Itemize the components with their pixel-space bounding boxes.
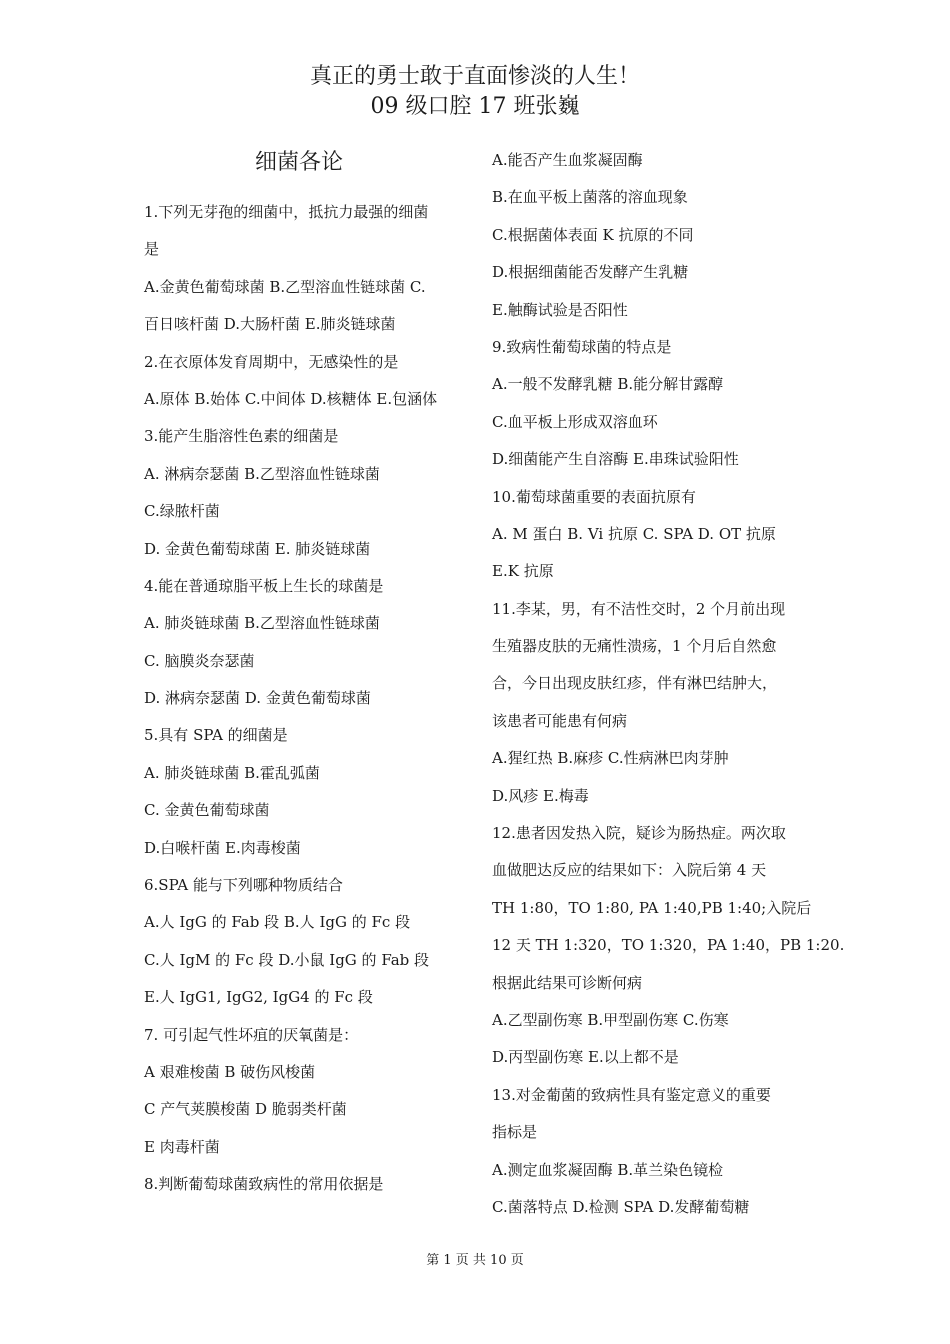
text-line: C 产气荚膜梭菌 D 脆弱类杆菌 — [144, 1100, 347, 1119]
text-line: 该患者可能患有何病 — [492, 711, 628, 730]
text-line: 6.SPA 能与下列哪种物质结合 — [144, 876, 343, 895]
text-line: 5.具有 SPA 的细菌是 — [144, 726, 288, 745]
text-line: C.血平板上形成双溶血环 — [492, 412, 658, 431]
text-line: 指标是 — [492, 1123, 538, 1142]
text-line: A. 淋病奈瑟菌 B.乙型溶血性链球菌 — [144, 464, 380, 483]
text-line: B.在血平板上菌落的溶血现象 — [492, 188, 688, 207]
page-header — [0, 62, 950, 122]
text-line: A.金黄色葡萄球菌 B.乙型溶血性链球菌 C. — [144, 277, 426, 296]
text-line: A.猩红热 B.麻疹 C.性病淋巴肉芽肿 — [492, 749, 729, 768]
text-line: C.绿脓杆菌 — [144, 502, 220, 521]
header-class-author: 09 级口腔 17 班张巍 — [370, 94, 580, 119]
text-line: 合，今日出现皮肤红疹，伴有淋巴结肿大， — [492, 674, 778, 693]
text-line: D.细菌能产生自溶酶 E.串珠试验阳性 — [492, 450, 739, 469]
text-line: C.人 IgM 的 Fc 段 D.小鼠 IgG 的 Fab 段 — [144, 950, 430, 969]
left-question-list — [144, 194, 466, 1204]
text-line: 7. 可引起气性坏疽的厌氧菌是： — [144, 1025, 359, 1044]
text-line: A. 肺炎链球菌 B.乙型溶血性链球菌 — [144, 614, 380, 633]
text-line: 12.患者因发热入院，疑诊为肠热症。两次取 — [492, 824, 786, 843]
right-column — [492, 142, 845, 1226]
text-line: A.能否产生血浆凝固酶 — [492, 151, 643, 169]
text-line: 8.判断葡萄球菌致病性的常用依据是 — [144, 1175, 384, 1194]
text-line: 百日咳杆菌 D.大肠杆菌 E.肺炎链球菌 — [144, 315, 396, 334]
text-line: 12 天 TH 1:320，TO 1:320，PA 1:40，PB 1:20. — [492, 936, 845, 955]
text-line: E 肉毒杆菌 — [144, 1137, 220, 1156]
section-title: 细菌各论 — [254, 150, 343, 175]
text-line: A.原体 B.始体 C.中间体 D.核糖体 E.包涵体 — [144, 389, 438, 408]
text-line: 11.李某，男，有不洁性交时，2 个月前出现 — [492, 599, 786, 618]
text-line: D. 金黄色葡萄球菌 E. 肺炎链球菌 — [144, 539, 371, 558]
text-line: E.触酶试验是否阳性 — [492, 300, 628, 319]
text-line: 血做肥达反应的结果如下：入院后第 4 天 — [492, 861, 767, 880]
text-line: A 艰难梭菌 B 破伤风梭菌 — [144, 1062, 316, 1081]
text-line: 根据此结果可诊断何病 — [492, 973, 643, 992]
text-line: C.根据菌体表面 K 抗原的不同 — [492, 225, 694, 244]
text-line: 13.对金葡菌的致病性具有鉴定意义的重要 — [492, 1085, 771, 1104]
text-line: 生殖器皮肤的无痛性溃疡，1 个月后自然愈 — [492, 637, 777, 656]
text-line: 9.致病性葡萄球菌的特点是 — [492, 337, 672, 356]
text-line: 3.能产生脂溶性色素的细菌是 — [144, 427, 339, 446]
text-line: E.K 抗原 — [492, 562, 554, 581]
text-line: D. 淋病奈瑟菌 D. 金黄色葡萄球菌 — [144, 689, 371, 708]
text-line: 4.能在普通琼脂平板上生长的球菌是 — [144, 576, 384, 595]
text-line: A. M 蛋白 B. Vi 抗原 C. SPA D. OT 抗原 — [492, 524, 776, 543]
text-line: D.丙型副伤寒 E.以上都不是 — [492, 1048, 679, 1067]
text-line: C. 金黄色葡萄球菌 — [144, 801, 270, 820]
text-line: A. 肺炎链球菌 B.霍乱弧菌 — [144, 763, 320, 782]
text-line: D.根据细菌能否发酵产生乳糖 — [492, 263, 689, 282]
text-line: 10.葡萄球菌重要的表面抗原有 — [492, 487, 696, 506]
header-motto: 真正的勇士敢于直面惨淡的人生！ — [309, 64, 640, 89]
text-line: E.人 IgG1, IgG2, IgG4 的 Fc 段 — [144, 988, 373, 1007]
page-footer: 第 1 页 共 10 页 — [426, 1253, 524, 1268]
text-line: D.风疹 E.梅毒 — [492, 786, 589, 805]
text-line: A.一般不发酵乳糖 B.能分解甘露醇 — [492, 375, 724, 394]
text-line: C. 脑膜炎奈瑟菌 — [144, 651, 255, 670]
text-line: A.乙型副伤寒 B.甲型副伤寒 C.伤寒 — [492, 1010, 729, 1029]
text-line: 是 — [144, 240, 160, 259]
text-line: A.测定血浆凝固酶 B.革兰染色镜检 — [492, 1160, 724, 1179]
text-line: A.人 IgG 的 Fab 段 B.人 IgG 的 Fc 段 — [144, 913, 411, 932]
text-line: 2.在衣原体发育周期中，无感染性的是 — [144, 352, 399, 371]
text-line: C.菌落特点 D.检测 SPA D.发酵葡萄糖 — [492, 1197, 750, 1216]
left-column — [144, 146, 466, 1204]
text-line: 1.下列无芽孢的细菌中，抵抗力最强的细菌 — [144, 203, 429, 221]
text-line: TH 1:80，TO 1:80, PA 1:40,PB 1:40;入院后 — [492, 898, 812, 917]
right-question-list — [492, 142, 845, 1226]
text-line: D.白喉杆菌 E.肉毒梭菌 — [144, 838, 301, 857]
